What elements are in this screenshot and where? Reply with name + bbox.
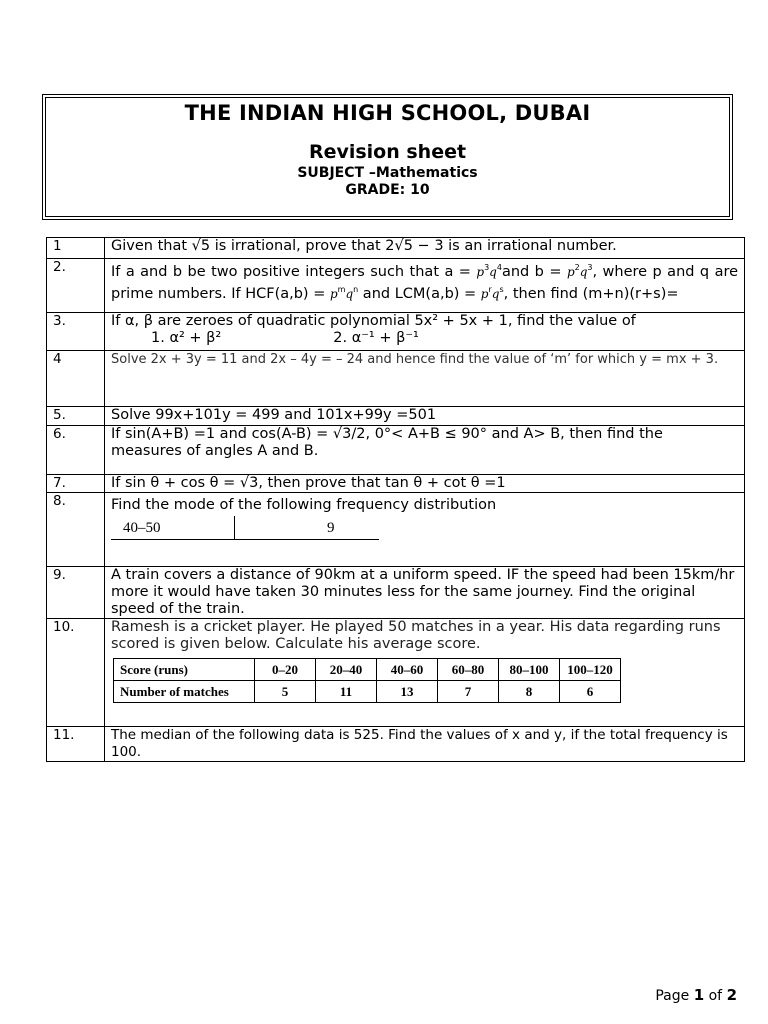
question-row-5: [47, 407, 745, 426]
question-number: 10.: [47, 619, 105, 727]
question-number: 9.: [47, 567, 105, 619]
question-number: 5.: [47, 407, 105, 426]
class-cell: 40–60: [377, 659, 438, 681]
frequency-value: 9: [327, 520, 335, 536]
subject-line: SUBJECT –Mathematics: [297, 165, 478, 181]
class-cell: 20–40: [316, 659, 377, 681]
question-row-10: [47, 619, 745, 727]
question-text: If α, β are zeroes of quadratic polynomial 5x² + 5x + 1, find the value of 1. α² + β² 2. α⁻¹ + β⁻¹: [105, 313, 745, 351]
question-number: 2.: [47, 259, 105, 313]
row-label-score: Score (runs): [114, 659, 255, 681]
class-cell: 60–80: [438, 659, 499, 681]
matches-cell: 8: [499, 681, 560, 703]
question-number: 4: [47, 351, 105, 407]
class-cell: 80–100: [499, 659, 560, 681]
question-number: 11.: [47, 727, 105, 762]
question-row-8: [47, 493, 745, 567]
question-text: The median of the following data is 525. Find the values of x and y, if the total frequency is 100.: [105, 727, 745, 762]
question-text: If sin(A+B) =1 and cos(A-B) = √3/2, 0°< A+B ≤ 90° and A> B, then find the measures of angles A and B.: [105, 426, 745, 475]
matches-cell: 6: [560, 681, 621, 703]
question-row-2: [47, 259, 745, 313]
question-number: 6.: [47, 426, 105, 475]
question-row-1: [47, 238, 745, 259]
questions-table: [46, 237, 745, 762]
question-row-9: [47, 567, 745, 619]
part-2: 2. α⁻¹ + β⁻¹: [333, 330, 419, 346]
question-number: 3.: [47, 313, 105, 351]
question-text: Solve 99x+101y = 499 and 101x+99y =501: [105, 407, 745, 426]
part-1: 1. α² + β²: [151, 330, 222, 346]
question-text: If sin θ + cos θ = √3, then prove that tan θ + cot θ =1: [105, 475, 745, 493]
question-row-4: [47, 351, 745, 407]
question-number: 7.: [47, 475, 105, 493]
question-text: Find the mode of the following frequency distribution 40–50 9: [105, 493, 745, 567]
question-text: Given that √5 is irrational, prove that 2√5 − 3 is an irrational number.: [105, 238, 745, 259]
frequency-table-snippet: [111, 516, 379, 540]
question-text: Solve 2x + 3y = 11 and 2x – 4y = – 24 and hence find the value of ‘m’ for which y = mx + 3.: [105, 351, 745, 407]
matches-cell: 5: [255, 681, 316, 703]
matches-cell: 7: [438, 681, 499, 703]
question-text: Ramesh is a cricket player. He played 50 matches in a year. His data regarding runs scored is given below. Calculate his average score. Score (runs) 0–20 20–40 40–60 60–80 80–100 100–120 Number of matches 5 11 13 7 8 6: [105, 619, 745, 727]
runs-table: [113, 658, 621, 703]
school-name: THE INDIAN HIGH SCHOOL, DUBAI: [184, 101, 591, 125]
sheet-title: Revision sheet: [308, 141, 467, 163]
question-text: If a and b be two positive integers such that $a = p^3q^4and$ $b = p^2q^3$, where p and q are prime numbers. If $HCF(a,b) = p^mq^n$ and $LCM(a,b) = p^rq^s$, then find (m+n)(r+s)=: [105, 259, 745, 313]
question-row-11: [47, 727, 745, 762]
question-text: A train covers a distance of 90km at a uniform speed. IF the speed had been 15km/hr more it would have taken 30 minutes less for the same journey. Find the original speed of the train.: [105, 567, 745, 619]
question-row-6: [47, 426, 745, 475]
class-interval: 40–50: [123, 520, 161, 536]
row-label-matches: Number of matches: [114, 681, 255, 703]
question-row-3: [47, 313, 745, 351]
grade-line: GRADE: 10: [345, 182, 430, 198]
total-pages: 2: [726, 986, 737, 1004]
question-number: 1: [47, 238, 105, 259]
matches-cell: 13: [377, 681, 438, 703]
current-page: 1: [693, 986, 705, 1004]
page-footer: Page 1 of 2: [655, 986, 737, 1004]
matches-cell: 11: [316, 681, 377, 703]
header-box: [45, 97, 730, 217]
question-row-7: [47, 475, 745, 493]
question-number: 8.: [47, 493, 105, 567]
class-cell: 100–120: [560, 659, 621, 681]
class-cell: 0–20: [255, 659, 316, 681]
